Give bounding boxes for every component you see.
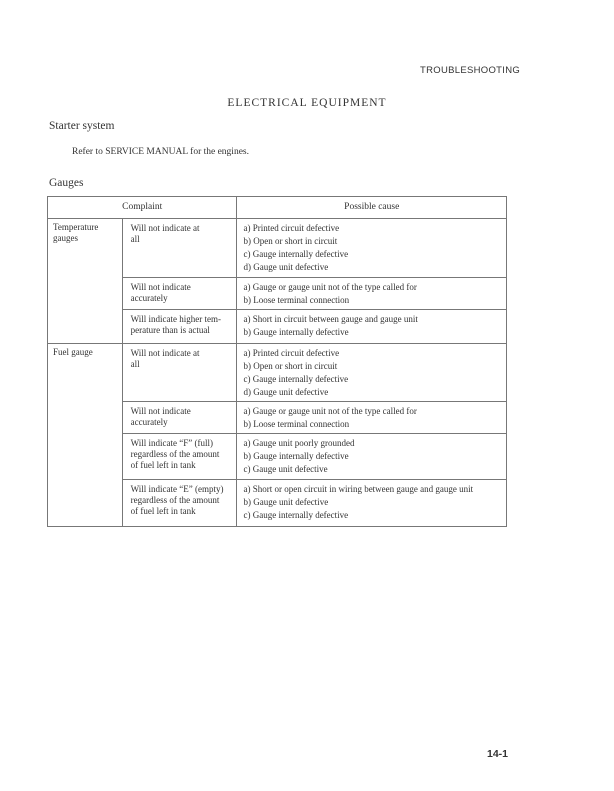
possible-cause-cell xyxy=(237,480,507,527)
symptom-text: all xyxy=(130,234,140,244)
starter-system-heading: Starter system xyxy=(49,120,115,132)
symptom-text: Will indicate “E” (empty) xyxy=(130,484,224,494)
symptom-cell xyxy=(122,310,237,344)
starter-system-text: Refer to SERVICE MANUAL for the engines. xyxy=(72,147,249,157)
component-label: Temperature xyxy=(53,222,99,232)
symptom-cell xyxy=(122,402,237,434)
possible-cause-item: c) Gauge internally defective xyxy=(243,374,349,384)
possible-cause-item: c) Gauge internally defective xyxy=(243,249,349,259)
symptom-text: of fuel left in tank xyxy=(130,506,196,516)
running-header-section: TROUBLESHOOTING xyxy=(420,65,521,76)
possible-cause-item: b) Open or short in circuit xyxy=(243,236,338,246)
page-title: ELECTRICAL EQUIPMENT xyxy=(227,97,387,109)
possible-cause-item: b) Open or short in circuit xyxy=(243,361,338,371)
possible-cause-item: b) Loose terminal connection xyxy=(243,419,350,429)
symptom-text: of fuel left in tank xyxy=(130,460,196,470)
symptom-text: all xyxy=(130,359,140,369)
gauges-troubleshooting-table xyxy=(47,196,507,527)
symptom-text: accurately xyxy=(130,293,168,303)
gauges-heading: Gauges xyxy=(49,177,84,189)
possible-cause-item: a) Short or open circuit in wiring between gauge and gauge unit xyxy=(243,484,474,494)
symptom-cell xyxy=(122,219,237,278)
table-row xyxy=(48,344,507,402)
symptom-cell xyxy=(122,480,237,527)
possible-cause-item: a) Gauge or gauge unit not of the type called for xyxy=(243,282,417,292)
possible-cause-item: c) Gauge unit defective xyxy=(243,464,328,474)
header-complaint: Complaint xyxy=(48,197,237,219)
possible-cause-item: d) Gauge unit defective xyxy=(243,262,329,272)
table-row xyxy=(48,219,507,278)
possible-cause-cell xyxy=(237,344,507,402)
possible-cause-cell xyxy=(237,310,507,344)
symptom-text: regardless of the amount xyxy=(130,495,220,505)
symptom-cell xyxy=(122,344,237,402)
page-number: 14-1 xyxy=(487,748,509,760)
symptom-text: Will not indicate xyxy=(130,406,191,416)
symptom-text: Will not indicate xyxy=(130,282,191,292)
component-cell xyxy=(48,219,123,344)
possible-cause-item: d) Gauge unit defective xyxy=(243,387,329,397)
symptom-cell xyxy=(122,434,237,480)
possible-cause-item: b) Gauge unit defective xyxy=(243,497,329,507)
possible-cause-item: a) Printed circuit defective xyxy=(243,223,340,233)
possible-cause-item: c) Gauge internally defective xyxy=(243,510,349,520)
possible-cause-cell xyxy=(237,219,507,278)
symptom-text: regardless of the amount xyxy=(130,449,220,459)
possible-cause-cell xyxy=(237,434,507,480)
symptom-text: Will not indicate at xyxy=(130,223,200,233)
symptom-text: Will indicate higher tem- xyxy=(130,314,222,324)
possible-cause-item: b) Gauge internally defective xyxy=(243,451,349,461)
possible-cause-cell xyxy=(237,402,507,434)
component-label: Fuel gauge xyxy=(53,347,93,357)
possible-cause-item: a) Short in circuit between gauge and gauge unit xyxy=(243,314,418,324)
possible-cause-item: a) Gauge unit poorly grounded xyxy=(243,438,355,448)
possible-cause-item: b) Loose terminal connection xyxy=(243,295,350,305)
component-cell xyxy=(48,344,123,527)
possible-cause-item: b) Gauge internally defective xyxy=(243,327,349,337)
possible-cause-cell xyxy=(237,278,507,310)
symptom-text: accurately xyxy=(130,417,168,427)
symptom-text: perature than is actual xyxy=(130,325,210,335)
symptom-text: Will not indicate at xyxy=(130,348,200,358)
possible-cause-item: a) Printed circuit defective xyxy=(243,348,340,358)
symptom-cell xyxy=(122,278,237,310)
table-header-row xyxy=(48,197,507,219)
component-label: gauges xyxy=(53,233,78,243)
header-possible-cause: Possible cause xyxy=(237,197,507,219)
symptom-text: Will indicate “F” (full) xyxy=(130,438,214,448)
possible-cause-item: a) Gauge or gauge unit not of the type called for xyxy=(243,406,417,416)
